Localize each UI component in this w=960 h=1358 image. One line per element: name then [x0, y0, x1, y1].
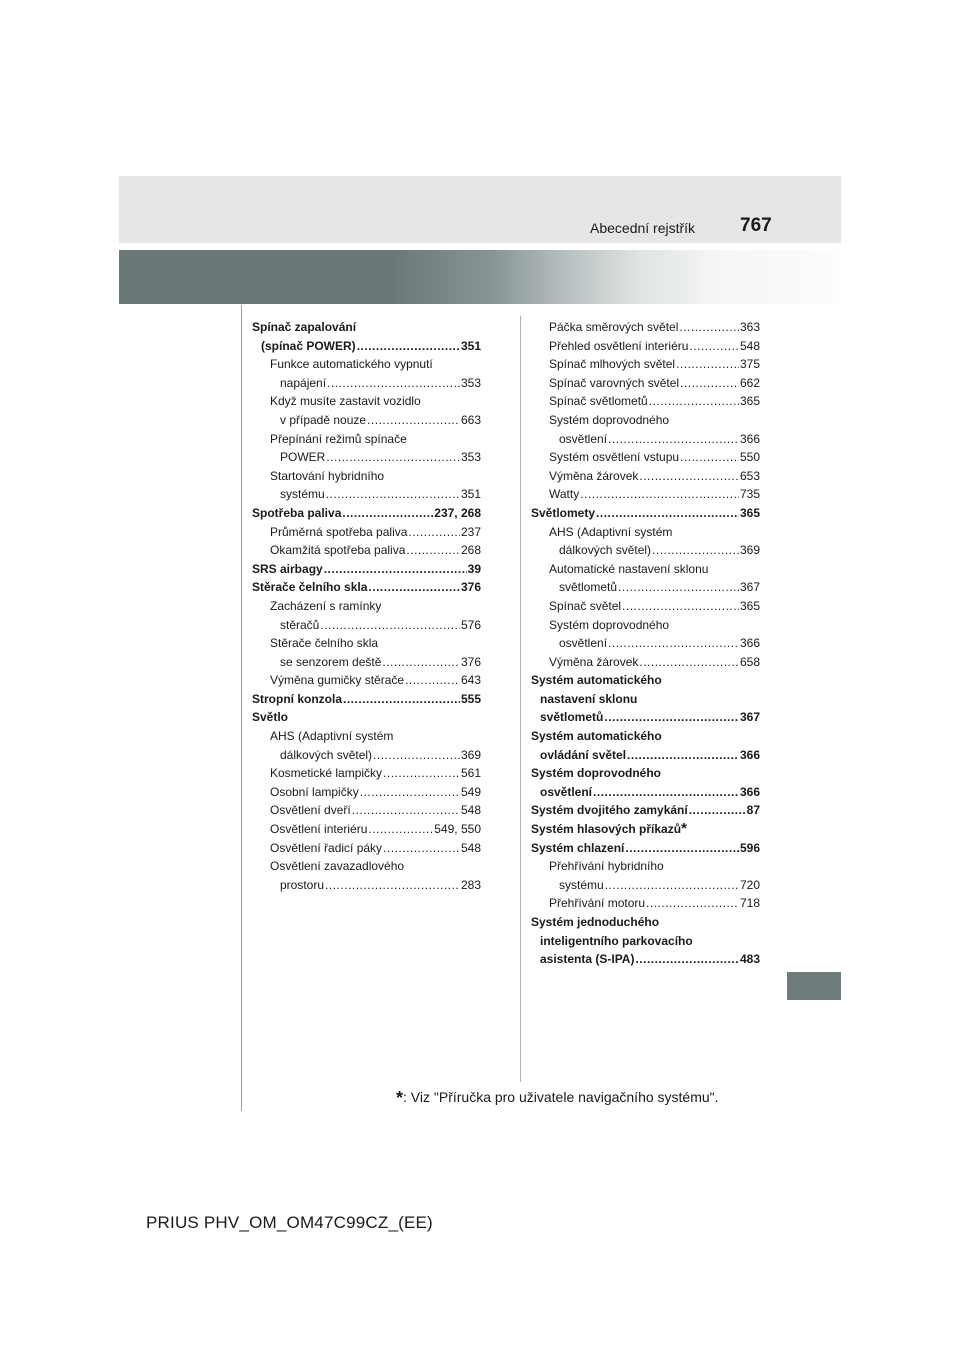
- index-entry-text: Průměrná spotřeba paliva: [270, 524, 408, 539]
- index-entry-text: Watty: [549, 487, 580, 502]
- leader-dots: [382, 653, 460, 672]
- index-entry: [531, 430, 760, 449]
- index-entry: [252, 653, 481, 672]
- index-entry: [531, 541, 760, 560]
- index-entry-text: AHS (Adaptivní systém: [549, 524, 673, 539]
- leader-dots: [357, 337, 460, 356]
- index-entry: [531, 597, 760, 616]
- leader-dots: [405, 671, 460, 690]
- index-entry-text: Zacházení s ramínky: [270, 598, 382, 613]
- leader-dots: [679, 318, 739, 337]
- page-number: 767: [740, 215, 772, 236]
- index-entry-page: 39: [467, 561, 481, 576]
- index-entry-text: Systém osvětlení vstupu: [549, 450, 680, 465]
- index-entry-text: Stropní konzola: [252, 691, 342, 706]
- leader-dots: [639, 653, 739, 672]
- index-entry-text: Systém automatického: [531, 729, 662, 744]
- index-entry-page: 268: [460, 543, 481, 558]
- index-entry: [252, 411, 481, 430]
- index-entry: [531, 578, 760, 597]
- index-entry-text: systému: [280, 487, 325, 502]
- index-entry-text: Funkce automatického vypnutí: [270, 357, 433, 372]
- index-entry-page: 375: [739, 357, 760, 372]
- footnote: [396, 1088, 719, 1109]
- index-entry: [531, 485, 760, 504]
- index-entry-page: 367: [739, 710, 760, 725]
- index-entry-text: Systém doprovodného: [549, 617, 670, 632]
- index-entry-text: dálkových světel): [559, 543, 652, 558]
- header-band: [119, 176, 841, 243]
- index-entry-text: Spotřeba paliva: [252, 505, 342, 520]
- index-entry-text: Osvětlení interiéru: [270, 822, 368, 837]
- index-entry: [531, 448, 760, 467]
- index-entry: [531, 894, 760, 913]
- leader-dots: [608, 634, 739, 653]
- index-entry-text: Kosmetické lampičky: [270, 766, 383, 781]
- index-entry-text: Výměna gumičky stěrače: [270, 673, 405, 688]
- index-entry-text: POWER: [280, 450, 326, 465]
- leader-dots: [680, 374, 739, 393]
- index-entry: [531, 950, 760, 969]
- index-entry-text: Když musíte zastavit vozidlo: [270, 394, 421, 409]
- index-entry-text: v případě nouze: [280, 412, 367, 427]
- index-entry: [531, 355, 760, 374]
- index-entry-text: Přehřívání motoru: [549, 896, 646, 911]
- leader-dots: [680, 448, 739, 467]
- index-entry-page: 483: [739, 952, 760, 967]
- index-entry-page: 353: [460, 375, 481, 390]
- index-entry: [531, 467, 760, 486]
- index-entry: [252, 430, 481, 449]
- index-entry: [252, 355, 481, 374]
- index-entry: [252, 857, 481, 876]
- index-entry-text: se senzorem deště: [280, 654, 382, 669]
- index-entry: [252, 467, 481, 486]
- index-entry: [252, 820, 481, 839]
- leader-dots: [368, 578, 460, 597]
- leader-dots: [326, 485, 460, 504]
- index-entry-page: 658: [739, 654, 760, 669]
- index-entry: [531, 671, 760, 690]
- index-entry-page: 643: [460, 673, 481, 688]
- index-entry-text: nastavení sklonu: [540, 691, 638, 706]
- column-divider: [520, 316, 521, 1082]
- index-entry-text: Světlomety: [531, 505, 596, 520]
- leader-dots: [360, 783, 460, 802]
- index-entry-text: osvětlení: [540, 784, 593, 799]
- index-entry-page: 366: [739, 636, 760, 651]
- leader-dots: [352, 801, 460, 820]
- index-entry-page: 376: [460, 580, 481, 595]
- leader-dots: [649, 392, 739, 411]
- leader-dots: [604, 708, 739, 727]
- index-entry-text: Spínač světlometů: [549, 394, 648, 409]
- leader-dots: [618, 578, 739, 597]
- index-entry-text: Stěrače čelního skla: [270, 636, 379, 651]
- index-entry-text: Spínač varovných světel: [549, 375, 680, 390]
- section-thumb-tab: [787, 972, 841, 1000]
- index-entry-page: 663: [460, 412, 481, 427]
- index-entry: [252, 523, 481, 542]
- index-entry-page: 369: [739, 543, 760, 558]
- index-entry: [531, 411, 760, 430]
- index-entry: [252, 578, 481, 597]
- index-entry: [252, 876, 481, 895]
- index-entry: [531, 839, 760, 858]
- index-entry-page: 351: [460, 487, 481, 502]
- leader-dots: [383, 764, 460, 783]
- index-column-left: [252, 318, 481, 894]
- index-entry-page: 87: [746, 803, 760, 818]
- index-entry-text: stěračů: [280, 617, 320, 632]
- leader-dots: [327, 374, 460, 393]
- index-entry: [531, 913, 760, 932]
- index-entry-page: 548: [739, 338, 760, 353]
- index-entry: [531, 634, 760, 653]
- index-entry: [252, 839, 481, 858]
- index-entry-text: Systém doprovodného: [531, 766, 662, 781]
- index-entry-page: 237, 268: [434, 505, 481, 520]
- manual-code: PRIUS PHV_OM_OM47C99CZ_(EE): [146, 1213, 433, 1232]
- index-entry-text: osvětlení: [559, 431, 608, 446]
- leader-dots: [596, 504, 739, 523]
- index-entry: [531, 690, 760, 709]
- index-entry-text: SRS airbagy: [252, 561, 323, 576]
- index-entry-text: Výměna žárovek: [549, 654, 639, 669]
- index-column-right: [531, 318, 760, 969]
- index-entry-text: napájení: [280, 375, 327, 390]
- index-entry: [252, 746, 481, 765]
- index-entry: [531, 523, 760, 542]
- index-entry: [531, 857, 760, 876]
- leader-dots: [320, 616, 460, 635]
- index-entry-text: systému: [559, 877, 604, 892]
- index-entry-text: dálkových světel): [280, 747, 373, 762]
- index-entry-text: Spínač mlhových světel: [549, 357, 676, 372]
- index-entry-page: 365: [739, 598, 760, 613]
- index-entry-page: 561: [460, 766, 481, 781]
- index-entry-text: ovládání světel: [540, 747, 627, 762]
- index-entry-page: 718: [739, 896, 760, 911]
- index-entry-page: 367: [739, 580, 760, 595]
- index-entry-text: světlometů: [559, 580, 618, 595]
- index-entry: [252, 504, 481, 523]
- index-entry: [252, 541, 481, 560]
- index-entry-text: Páčka směrových světel: [549, 320, 679, 334]
- index-entry-text: Systém dvojitého zamykání: [531, 803, 688, 818]
- index-entry-text: světlometů: [540, 710, 604, 725]
- index-entry-text: Osvětlení řadicí páky: [270, 840, 383, 855]
- footnote-text: : Viz "Příručka pro uživatele navigačního systému".: [403, 1089, 719, 1105]
- index-entry: [252, 560, 481, 579]
- index-entry: [252, 727, 481, 746]
- index-entry-text: Osvětlení dveří: [270, 803, 351, 818]
- index-entry-text: Spínač světel: [549, 598, 622, 613]
- index-entry-text: Systém chlazení: [531, 840, 625, 855]
- index-entry: [252, 374, 481, 393]
- index-entry: [252, 448, 481, 467]
- index-entry-page: 365: [739, 394, 760, 409]
- index-entry-page: 548: [460, 840, 481, 855]
- index-entry-text: (spínač POWER): [261, 338, 356, 353]
- index-entry-page: 376: [460, 654, 481, 669]
- index-entry: [531, 318, 760, 337]
- index-entry-page: 369: [460, 747, 481, 762]
- index-entry: [531, 653, 760, 672]
- index-entry-page: 548: [460, 803, 481, 818]
- index-entry-text: inteligentního parkovacího: [540, 933, 693, 948]
- index-entry-page: 366: [739, 784, 760, 799]
- index-entry: [252, 485, 481, 504]
- leader-dots: [406, 541, 460, 560]
- index-entry-text: Přehled osvětlení interiéru: [549, 338, 689, 353]
- leader-dots: [324, 560, 467, 579]
- leader-dots: [605, 876, 739, 895]
- index-entry-text: Přehřívání hybridního: [549, 859, 664, 874]
- index-entry: [531, 783, 760, 802]
- leader-dots: [342, 504, 433, 523]
- footnote-marker: *: [396, 1088, 404, 1108]
- index-entry-text: Automatické nastavení sklonu: [549, 561, 709, 576]
- index-entry: [252, 392, 481, 411]
- index-entry-page: 653: [739, 468, 760, 483]
- left-margin-rule: [241, 305, 242, 1111]
- index-entry: [531, 746, 760, 765]
- index-entry-text: asistenta (S-IPA): [540, 952, 635, 967]
- leader-dots: [580, 485, 739, 504]
- index-entry-text: Spínač zapalování: [252, 320, 357, 334]
- leader-dots: [408, 523, 460, 542]
- index-entry: [531, 932, 760, 951]
- index-entry: [531, 801, 760, 820]
- index-entry-page: 365: [739, 505, 760, 520]
- index-entry: [252, 318, 481, 337]
- index-entry-page: 363: [739, 320, 760, 334]
- index-entry-text: Světlo: [252, 710, 289, 725]
- leader-dots: [343, 690, 460, 709]
- index-entry: [531, 337, 760, 356]
- index-entry: [252, 671, 481, 690]
- index-entry-page: 662: [739, 375, 760, 390]
- index-entry: [531, 392, 760, 411]
- index-entry: [252, 634, 481, 653]
- leader-dots: [383, 839, 460, 858]
- page-header-title: Abecední rejstřík: [590, 220, 696, 236]
- index-entry: [252, 801, 481, 820]
- index-entry-page: 596: [739, 840, 760, 855]
- index-entry: [531, 374, 760, 393]
- leader-dots: [646, 894, 739, 913]
- leader-dots: [326, 448, 460, 467]
- leader-dots: [625, 839, 739, 858]
- leader-dots: [676, 355, 739, 374]
- index-entry-page: 549, 550: [434, 822, 481, 837]
- index-entry: [252, 764, 481, 783]
- index-entry: [531, 504, 760, 523]
- leader-dots: [635, 950, 739, 969]
- leader-dots: [639, 467, 739, 486]
- index-entry: [252, 708, 481, 727]
- index-entry-page: 366: [739, 747, 760, 762]
- leader-dots: [325, 876, 460, 895]
- index-entry-page: 366: [739, 431, 760, 446]
- index-entry: [252, 337, 481, 356]
- index-entry-text: Systém automatického: [531, 673, 662, 688]
- index-entry: [531, 560, 760, 579]
- leader-dots: [368, 820, 433, 839]
- index-entry: [252, 783, 481, 802]
- leader-dots: [622, 597, 739, 616]
- index-entry: [531, 708, 760, 727]
- leader-dots: [608, 430, 739, 449]
- index-entry-text: Systém hlasových příkazů: [531, 822, 682, 837]
- index-entry-text: AHS (Adaptivní systém: [270, 729, 394, 744]
- index-entry-page: 353: [460, 450, 481, 465]
- index-entry-text: osvětlení: [559, 636, 608, 651]
- index-entry-page: 283: [460, 877, 481, 892]
- header-gradient-bar: [119, 250, 841, 304]
- index-entry-page: 555: [460, 691, 481, 706]
- index-entry-page: 735: [739, 487, 760, 502]
- index-entry-page: 550: [739, 450, 760, 465]
- index-entry: [531, 876, 760, 895]
- leader-dots: [689, 337, 739, 356]
- index-entry-text: Systém doprovodného: [549, 412, 670, 427]
- index-entry-page: 720: [739, 877, 760, 892]
- leader-dots: [689, 801, 746, 820]
- index-entry: Systém hlasových příkazů *: [531, 820, 687, 838]
- index-entry-text: Přepínání režimů spínače: [270, 431, 407, 446]
- index-entry: [252, 616, 481, 635]
- index-entry-text: Systém jednoduchého: [531, 915, 660, 929]
- leader-dots: [367, 411, 460, 430]
- leader-dots: [593, 783, 739, 802]
- index-entry-page: 549: [460, 784, 481, 799]
- index-entry: [252, 690, 481, 709]
- index-entry: [252, 597, 481, 616]
- index-entry-text: Osobní lampičky: [270, 784, 359, 799]
- index-entry-page: 576: [460, 617, 481, 632]
- index-entry-text: Startování hybridního: [270, 468, 385, 483]
- leader-dots: [627, 746, 739, 765]
- index-entry-text: Okamžitá spotřeba paliva: [270, 543, 406, 558]
- index-entry-page: 351: [460, 338, 481, 353]
- leader-dots: [652, 541, 739, 560]
- index-entry-text: Výměna žárovek: [549, 468, 639, 483]
- index-entry: [531, 764, 760, 783]
- index-entry: [531, 616, 760, 635]
- index-entry-page: 237: [460, 524, 481, 539]
- index-entry-text: Stěrače čelního skla: [252, 580, 368, 595]
- index-entry: [531, 727, 760, 746]
- index-entry-text: prostoru: [280, 877, 325, 892]
- index-entry-text: Osvětlení zavazadlového: [270, 859, 405, 874]
- leader-dots: [373, 746, 460, 765]
